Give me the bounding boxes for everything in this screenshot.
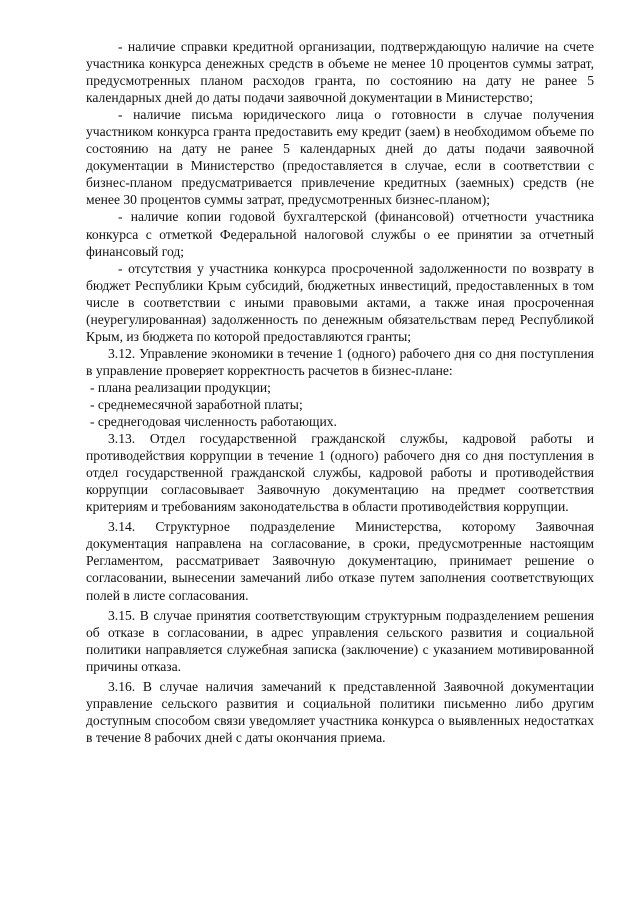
- paragraph-3-15: 3.15. В случае принятия соответствующим структурным подразделением решения об отказе в согласовании, в адрес управления сельского развития и социальной политики направляется служебная записка (заключение) с указанием мотивированной причины отказа.: [86, 607, 594, 674]
- paragraph-no-overdue-debt: - отсутствия у участника конкурса просроченной задолженности по возврату в бюджет Республики Крым субсидий, бюджетных инвестиций, предоставленных в том числе в соответствии с иными правовыми актами, а также иная просроченная (неурегулированная) задолженность по денежным обязательствам перед Республикой Крым, из бюджета по которой предоставляются гранты;: [86, 260, 594, 344]
- list-item-production-plan: - плана реализации продукции;: [90, 379, 271, 395]
- list-item-headcount: - среднегодовая численность работающих.: [90, 414, 337, 430]
- list-item-average-salary: - среднемесячной заработной платы;: [90, 396, 303, 412]
- paragraph-annual-accounts: - наличие копии годовой бухгалтерской (финансовой) отчетности участника конкурса с отметкой Федеральной налоговой службы о ее принятии за отчетный финансовый год;: [86, 209, 594, 259]
- list-3-12: [86, 379, 594, 430]
- paragraph-3-12: 3.12. Управление экономики в течение 1 (одного) рабочего дня со дня поступления в управление проверяет корректность расчетов в бизнес-плане:: [86, 345, 594, 378]
- paragraph-3-16: 3.16. В случае наличия замечаний к представленной Заявочной документации управление сельского развития и социальной политики письменно либо другим доступным способом связи уведомляет участника конкурса о выявленных недостатках в течение 8 рабочих дней с даты окончания приема.: [86, 678, 594, 745]
- paragraph-legal-entity-letter: - наличие письма юридического лица о готовности в случае получения участником конкурса гранта предоставить ему кредит (заем) в необходимом объеме по состоянию на дату не ранее 5 календарных дней до даты подачи заявочной документации в Министерство (предоставляется в случае, если в соответствии с бизнес-планом предусматривается привлечение кредитных (заемных) средств (не менее 30 процентов суммы затрат, предусмотренных бизнес-планом);: [86, 107, 594, 208]
- paragraph-3-13: 3.13. Отдел государственной гражданской службы, кадровой работы и противодействия коррупции в течение 1 (одного) рабочего дня со дня поступления в отдел государственной гражданской службы, кадровой работы и противодействия коррупции согласовывает Заявочную документацию на предмет соответствия критериям и требованиям законодательства в области противодействия коррупции.: [86, 431, 594, 515]
- paragraph-3-14: 3.14. Структурное подразделение Министерства, которому Заявочная документация направлена на согласование, в сроки, предусмотренные настоящим Регламентом, рассматривает Заявочную документацию, принимает решение о согласовании, вынесении замечаний либо отказе путем заполнения соответствующих полей в листе согласования.: [86, 519, 594, 603]
- document-page: [86, 38, 594, 746]
- paragraph-bank-certificate: - наличие справки кредитной организации, подтверждающую наличие на счете участника конкурса денежных средств в объеме не менее 10 процентов суммы затрат, предусмотренных планом расходов гранта, по состоянию на дату не ранее 5 календарных дней до даты подачи заявочной документации в Министерство;: [86, 39, 594, 106]
